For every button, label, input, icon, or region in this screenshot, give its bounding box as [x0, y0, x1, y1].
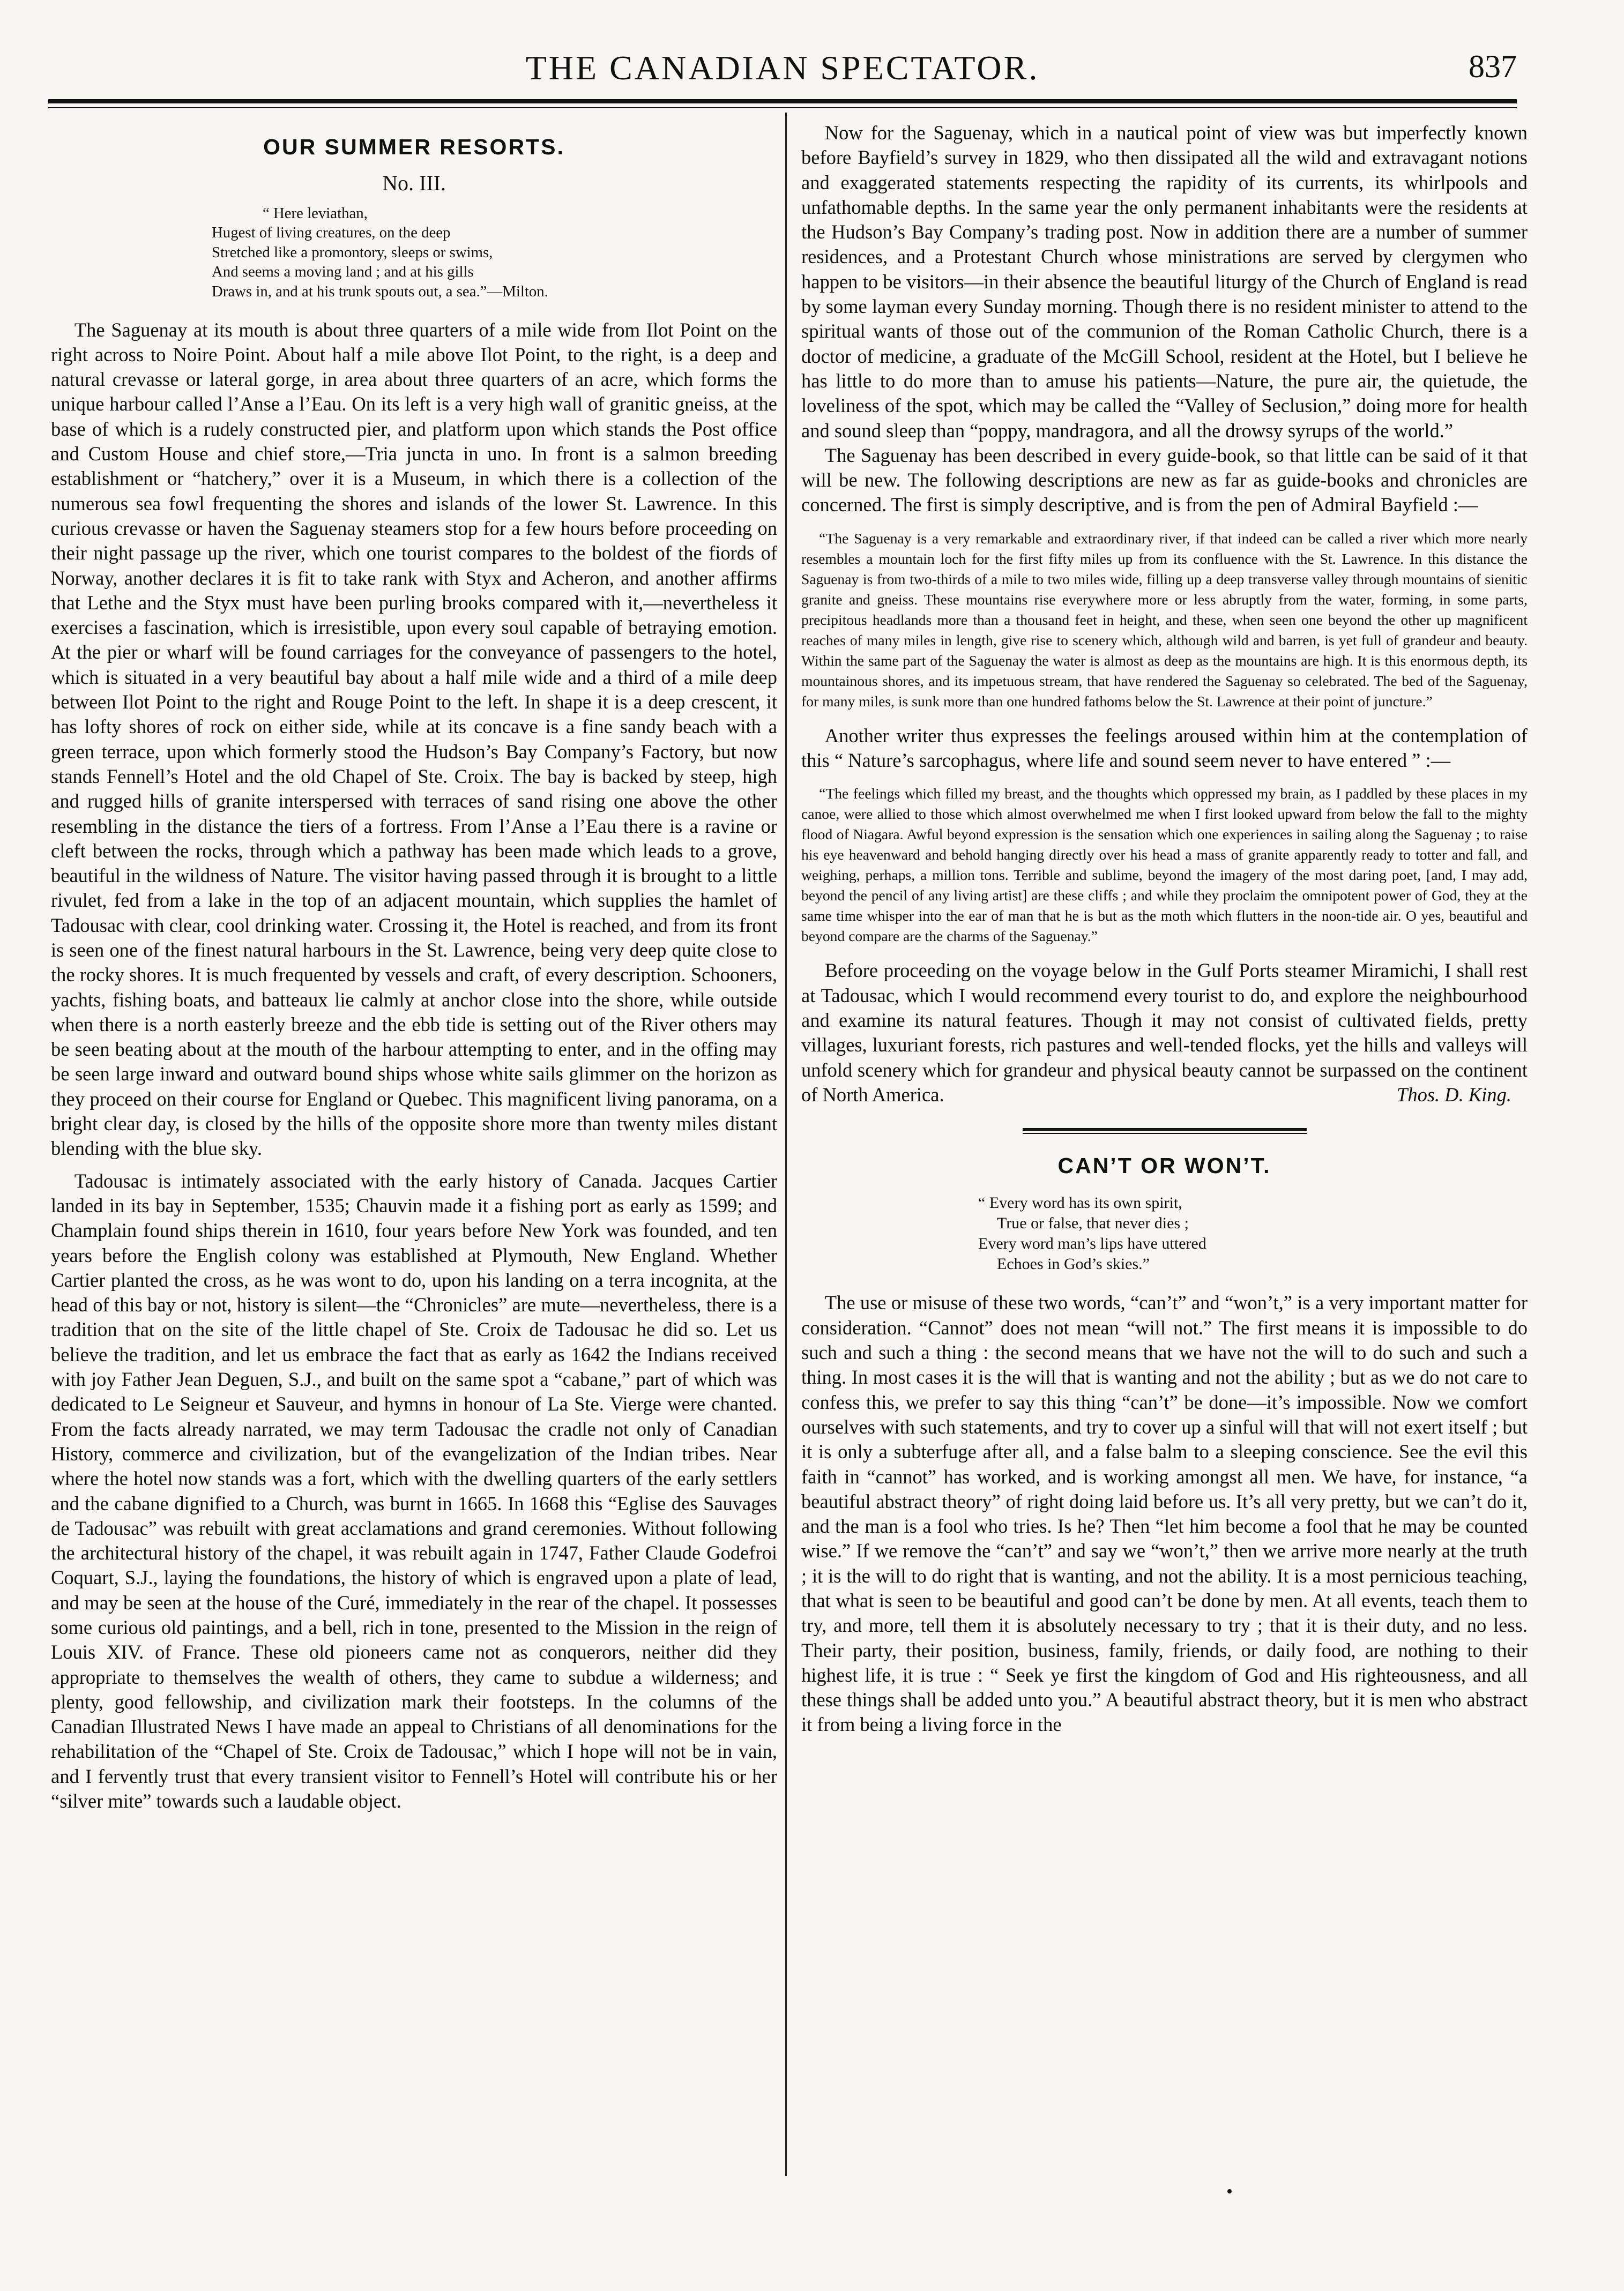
block-quote: “The feelings which filled my breast, and the thoughts which oppressed my brain, as I paddled by these places in my canoe, were allied to those which almost overwhelmed me when I first looked upward from below the fall to the mighty flood of Niagara. Awful beyond expression is the sensation which one experiences in sailing along the Saguenay ; to raise his eye heavenward and behold hanging directly over his head a mass of granite apparently ready to totter and fall, and weighing, perhaps, a million tons. Terrible and sublime, beyond the imagery of the most daring poet, [and, I may add, beyond the pencil of any living artist] are these cliffs ; and while they proclaim the omnipotent power of God, they at the same time whisper into the ear of man that he is but as the moth which flutters in the noon-tide air. O yes, beautiful and beyond compare are the charms of the Saguenay.” — [801, 785, 1528, 945]
epigraph-line: “ Every word has its own spirit, — [978, 1194, 1182, 1212]
column-divider — [785, 113, 787, 2176]
body-paragraph: The use or misuse of these two words, “can’t” and “won’t,” is a very important matter for consideration. “Cannot” does not mean “will not.” The first means it is impossible to do such and such a thing : the second means that we have not the will to do such and such a thing. In most cases it is the will that is wanting and not the ability ; but as we do not care to confess this, we prefer to say this thing “can’t” be done—it’s impossible. Now we comfort ourselves with such statements, and try to cover up a sinful will that will not exert itself ; but it is only a subterfuge after all, and a false balm to a sleeping conscience. See the evil this faith in “cannot” has worked, and is working amongst all men. We have, for instance, “a beautiful abstract theory” of right doing laid before us. It’s all very pretty, but we can’t do it, and the man is a fool who tries. Is he? Then “let him become a fool that he may be counted wise.” If we remove the “can’t” and say we “won’t,” then we arrive more nearly at the truth ; it is the will to do right that is wanting, and not the ability. It is a most pernicious teaching, that what is seen to be beautiful and good can’t be done by men. At all events, teach them to try, and more, tell them it is absolutely necessary to try ; that it is their duty, and no less. Their party, their position, business, family, friends, or daily food, are nothing to their highest life, it is true : “ Seek ye first the kingdom of God and His righteousness, and all these things shall be added unto you.” A beautiful abstract theory, but it is men who abstract it from being a living force in the — [801, 1292, 1528, 1736]
epigraph-line: Echoes in God’s skies.” — [997, 1255, 1150, 1273]
epigraph-line: True or false, that never dies ; — [997, 1214, 1189, 1233]
article-title: OUR SUMMER RESORTS. — [263, 135, 565, 159]
epigraph-line: Stretched like a promontory, sleeps or swims, — [212, 243, 493, 261]
epigraph-line: “ Here leviathan, — [263, 204, 368, 222]
masthead-rule-thick — [48, 99, 1517, 103]
left-column — [51, 121, 777, 1814]
epigraph-line: Every word man’s lips have uttered — [978, 1235, 1206, 1253]
epigraph-line: Draws in, and at his trunk spouts out, a sea.”—Milton. — [212, 282, 548, 300]
section-divider — [1023, 1126, 1307, 1137]
body-paragraph-text: Before proceeding on the voyage below in the Gulf Ports steamer Miramichi, I shall rest at Tadousac, which I would recommend every tourist to do, and explore the neighbourhood and examine its natural features. Though it may not consist of cultivated fields, pretty villages, luxuriant forests, rich pastures and well-tended flocks, yet the hills and valleys will unfold scenery which for grandeur and physical beauty cannot be surpassed on the continent of North America. — [801, 959, 1528, 1106]
block-quote: “The Saguenay is a very remarkable and extraordinary river, if that indeed can be called a river which more nearly resembles a mountain loch for the first fifty miles up from its confluence with the St. Lawrence. In this distance the Saguenay is from two-thirds of a mile to two miles wide, filling up a deep transverse valley through mountains of sienitic granite and gneiss. These mountains rise everywhere more or less abruptly from the water, forming, in some parts, precipitous headlands more than a thousand feet in height, and these, when seen one beyond the other up magnificent reaches of many miles in length, give rise to scenery which, although wild and barren, is yet full of grandeur and beauty. Within the same part of the Saguenay the water is almost as deep as the mountains are high. It is this enormous depth, its mountainous shores, and its impetuous stream, that have rendered the Saguenay so celebrated. The bed of the Saguenay, for many miles, is sunk more than one hundred fathoms below the St. Lawrence at their point of juncture.” — [801, 529, 1528, 710]
masthead-rule-thin — [48, 107, 1517, 108]
page-number: 837 — [1469, 49, 1517, 84]
epigraph — [212, 204, 777, 302]
epigraph — [801, 1193, 1528, 1274]
epigraph-line: Hugest of living creatures, on the deep — [212, 224, 451, 242]
body-paragraph: Another writer thus expresses the feelings aroused within him at the contemplation of this “ Nature’s sarcophagus, where life and sound seem never to have entered ” :— — [801, 724, 1528, 772]
epigraph-line: And seems a moving land ; and at his gills — [212, 263, 474, 281]
body-paragraph: Now for the Saguenay, which in a nautical point of view was but imperfectly known before Bayfield’s survey in 1829, who then dissipated all the wild and extravagant notions and exaggerated statements respecting the rapidity of its currents, its whirlpools and unfathomable depths. In the same year the only permanent inhabitants were the residents at the Hudson’s Bay Company’s trading post. Now in addition there are a number of summer residences, and a Protestant Church whose ministrations are served by clergymen who happen to be visitors—in their absence the beautiful liturgy of the Church of England is read by some layman every Sunday morning. Though there is no resident minister to attend to the spiritual wants of those out of the communion of the Roman Catholic Church, there is a doctor of medicine, a graduate of the McGill School, resident at the Hotel, but I believe he has little to do more than to amuse his patients—Nature, the pure air, the quietude, the loveliness of the spot, which may be called the “Valley of Seclusion,” doing more for health and sound sleep than “poppy, mandragora, and all the drowsy syrups of the world.” — [801, 122, 1528, 442]
article-number: No. III. — [382, 171, 446, 196]
article-title: CAN’T OR WON’T. — [1057, 1153, 1271, 1178]
publication-title: THE CANADIAN SPECTATOR. — [525, 49, 1040, 87]
masthead — [48, 48, 1517, 96]
body-paragraph — [801, 958, 1528, 1107]
body-paragraph: Tadousac is intimately associated with the early history of Canada. Jacques Cartier landed in its bay in September, 1535; Chauvin made it a fishing port as early as 1599; and Champlain found ships therein in 1610, four years before New York was founded, and ten years before the English colony was established at Plymouth, New England. Whether Cartier planted the cross, as he was wont to do, upon his landing on a terra incognita, at the head of this bay or not, history is silent—the “Chronicles” are mute—nevertheless, there is a tradition that on the site of the little chapel of Ste. Croix de Tadousac he did so. Let us believe the tradition, and let us embrace the fact that as early as 1642 the Indians received with joy Father Jean Deguen, S.J., and built on the same spot a “cabane,” part of which was dedicated to Le Seigneur et Sauveur, and hymns in honour of La Ste. Vierge were chanted. From the facts already narrated, we may term Tadousac the cradle not only of Canadian History, commerce and civilization, but of the evangelization of the Indian tribes. Near where the hotel now stands was a fort, which with the dwelling quarters of the early settlers and the cabane dignified to a Church, was burnt in 1665. In 1668 this “Eglise des Sauvages de Tadousac” was rebuilt with great acclamations and grand ceremonies. Without following the architectural history of the chapel, it was rebuilt again in 1747, Father Claude Godefroi Coquart, S.J., laying the foundations, the history of which is engraved upon a plate of lead, and may be seen at the house of the Curé, immediately in the rear of the chapel. It possesses some curious old paintings, and a bell, rich in tone, presented to the Mission in the reign of Louis XIV. of France. These old pioneers came not as conquerors, neither did they appropriate to themselves the wealth of others, they came to subdue a wilderness; and plenty, good fellowship, and civilization mark their footsteps. In the columns of the Canadian Illustrated News I have made an appeal to Christians of all denominations for the rehabilitation of the “Chapel of Ste. Croix de Tadousac,” which I hope will not be in vain, and I fervently trust that every transient visitor to Fennell’s Hotel will contribute his or her “silver mite” towards such a laudable object. — [51, 1169, 777, 1812]
printing-mark — [1227, 2189, 1232, 2193]
body-paragraph: The Saguenay at its mouth is about three quarters of a mile wide from Ilot Point on the right across to Noire Point. About half a mile above Ilot Point, to the right, is a deep and natural crevasse or lateral gorge, in area about three quarters of an acre, which forms the unique harbour called l’Anse a l’Eau. On its left is a very high wall of granitic gneiss, at the base of which is a rudely constructed pier, and platform upon which stands the Post office and Custom House and chief store,—Tria juncta in uno. In front is a salmon breeding establishment or “hatchery,” over it is a Museum, in which there is a collection of the numerous sea fowl frequenting the shores and islands of the lower St. Lawrence. In this curious crevasse or haven the Saguenay steamers stop for a few hours before proceeding on their night passage up the river, which one tourist compares to the boldest of the fiords of Norway, another declares it is fit to take rank with Styx and Acheron, and another affirms that Lethe and the Styx must have been purling brooks compared with it,—nevertheless it exercises a fascination, which is irresistible, upon every soul capable of betraying emotion. At the pier or wharf will be found carriages for the conveyance of passengers to the hotel, which is situated in a very beautiful bay about a half mile wide and a third of a mile deep between Ilot Point to the right and Rouge Point to the left. In shape it is a deep crescent, it has lofty shores of rock on either side, while at its concave is a fine sandy beach with a green terrace, upon which formerly stood the Hudson’s Bay Company’s Factory, but now stands Fennell’s Hotel and the old Chapel of Ste. Croix. The bay is backed by steep, high and rugged hills of granite interspersed with terraces of sand rising one above the other resembling in the distance the tiers of a fortress. From l’Anse a l’Eau there is a ravine or cleft between the rocks, through which a pathway has been made which leads to a grove, beautiful in the wildness of Nature. The visitor having passed through it is brought to a little rivulet, fed from a lake in the top of an adjacent mountain, which supplies the hamlet of Tadousac with clear, cool drinking water. Crossing it, the Hotel is reached, and from its front is seen one of the finest natural harbours in the St. Lawrence, being very deep quite close to the rocky shores. It is much frequented by vessels and craft, of every description. Schooners, yachts, fishing boats, and batteaux lie calmly at anchor close into the shore, while outside when there is a north easterly breeze and the ebb tide is setting out of the River others may be seen beating about at the mouth of the harbour attempting to enter, and in the offing may be seen large inward and outward bound ships whose white sails glimmer on the horizon as they proceed on their course for England or Quebec. This magnificent living panorama, on a bright clear day, is closed by the hills of the opposite shore more than twenty miles distant blending with the blue sky. — [51, 318, 777, 1160]
body-paragraph: The Saguenay has been described in every guide-book, so that little can be said of it that will be new. The following descriptions are new as far as guide-books and chronicles are concerned. The first is simply descriptive, and is from the pen of Admiral Bayfield :— — [801, 444, 1528, 516]
author-signature: Thos. D. King. — [1397, 1083, 1511, 1106]
right-column — [801, 121, 1528, 1737]
